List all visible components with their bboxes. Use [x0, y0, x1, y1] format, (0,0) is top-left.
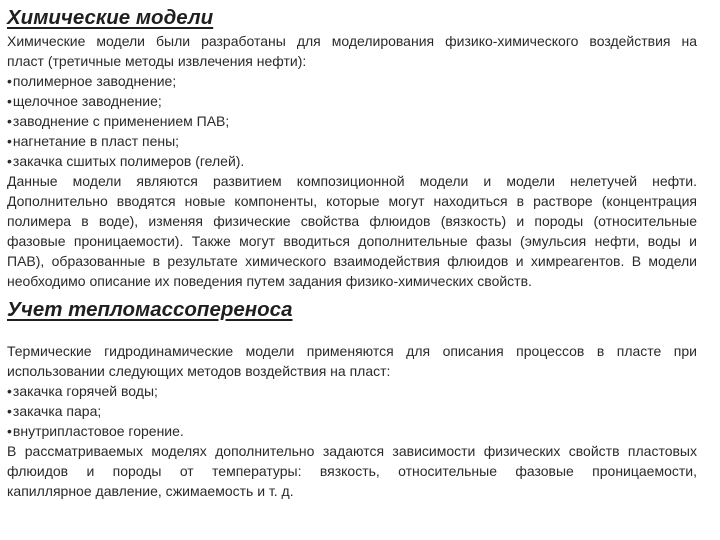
bullet-icon: • [7, 153, 12, 169]
intro-line: Химические модели были разработаны для моделирования физико-химического воздействия на [7, 33, 697, 49]
bullet-icon: • [7, 403, 12, 419]
paragraph-line: капиллярное давление, сжимаемость и т. д. [7, 483, 294, 499]
bullet-icon: • [7, 133, 12, 149]
list-item: •внутрипластовое горение. [7, 423, 184, 439]
list-item: •заводнение с применением ПАВ; [7, 113, 230, 129]
paragraph-line: фазовые проницаемости). Также могут вводиться дополнительные фазы (эмульсия нефти, воды и [7, 233, 697, 249]
paragraph-line: Дополнительно вводятся новые компоненты, которые могут находиться в растворе (концентрация [7, 193, 697, 209]
list-item: •щелочное заводнение; [7, 93, 162, 109]
list-item: •закачка сшитых полимеров (гелей). [7, 153, 245, 169]
bullet-icon: • [7, 113, 12, 129]
intro-line: использовании следующих методов воздействия на пласт: [7, 363, 391, 379]
section-title-chemical-models: Химические модели [7, 6, 214, 29]
intro-line: Термические гидродинамические модели применяются для описания процессов в пласте при [7, 343, 697, 359]
intro-line: пласт (третичные методы извлечения нефти): [7, 53, 307, 69]
bullet-icon: • [7, 93, 12, 109]
list-item: •нагнетание в пласт пены; [7, 133, 180, 149]
section-body-chemical-models [7, 31, 697, 291]
bullet-icon: • [7, 73, 12, 89]
list-item: •полимерное заводнение; [7, 73, 177, 89]
bullet-icon: • [7, 383, 12, 399]
section-title-heat-mass-transfer: Учет тепломассопереноса [7, 298, 293, 321]
bullet-icon: • [7, 423, 12, 439]
paragraph-line: необходимо описание их поведения путем задания физико-химических свойств. [7, 273, 532, 289]
paragraph-line: полимера в воде), изменяя физические свойства флюидов (вязкость) и породы (относительные [7, 213, 697, 229]
section-body-heat-mass-transfer [7, 341, 697, 501]
paragraph-line: флюидов и породы от температуры: вязкость, относительные фазовые проницаемости, [7, 463, 697, 479]
paragraph-line: Данные модели являются развитием композиционной модели и модели нелетучей нефти. [7, 173, 697, 189]
paragraph-line: ПАВ), образованные в результате химического взаимодействия флюидов и химреагентов. В модели [7, 253, 697, 269]
list-item: •закачка пара; [7, 403, 102, 419]
paragraph-line: В рассматриваемых моделях дополнительно задаются зависимости физических свойств пластовых [7, 443, 697, 459]
list-item: •закачка горячей воды; [7, 383, 158, 399]
